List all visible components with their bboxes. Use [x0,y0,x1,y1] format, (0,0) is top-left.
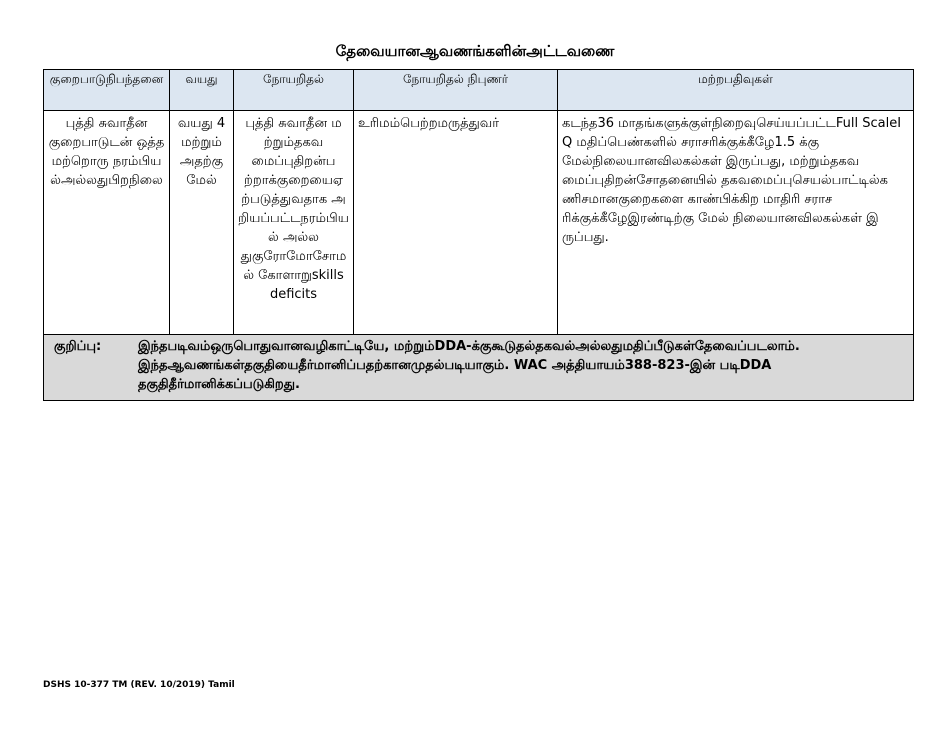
note-label: குறிப்பு: [54,339,102,354]
cell-age: வயது 4 மற்றும் அதற்கு மேல் [170,111,234,335]
note-text: இந்தபடிவம்ஒருபொதுவானவழிகாட்டியே, மற்றும்DDA-க்குகூடுதல்தகவல்அல்லதுமதிப்பீடுகள்தேவைப்படலாம். இந்தஆவணங்கள்தகுதியைதீர்மானிப்பதற்கானமுதல்படியாகும். WAC அத்தியாயம்388-823-இன் படிDDA தகுதிதீர்மானிக்கப்படுகிறது. [138,339,800,392]
note-row [44,335,914,401]
table-header-row [44,70,914,111]
cell-diagnosis: புத்தி சுவாதீன மற்றும்தகவமைப்புதிறன்பற்றாக்குறையைஏற்படுத்துவதாக அறியப்பட்டநரம்பியல் அல்லதுகுரோமோசோமல் கோளாறுskills deficits [234,111,354,335]
cell-condition: புத்தி சுவாதீன குறைபாடுடன் ஒத்தமற்றொரு நரம்பியல்அல்லதுபிறநிலை [44,111,170,335]
header-diagnosis: நோயறிதல் [234,70,354,111]
note-cell [44,335,914,401]
table-row [44,111,914,335]
required-documents-table [43,69,914,401]
document-title: தேவையானஆவணங்களின்அட்டவணை [335,42,615,60]
header-age: வயது [170,70,234,111]
form-footer: DSHS 10-377 TM (REV. 10/2019) Tamil [43,680,235,690]
cell-diagnostician: உரிமம்பெற்றமருத்துவர் [354,111,558,335]
cell-other-records: கடந்த36 மாதங்களுக்குள்நிறைவுசெய்யப்பட்டFull ScaleIQ மதிப்பெண்களில் சராசரிக்குக்கீழே1.5 க்கு மேல்நிலையானவிலகல்கள் இருப்பது, மற்றும்தகவமைப்புதிறன்சோதனையில் தகவமைப்புசெயல்பாட்டில்கணிசமானகுறைகளை காண்பிக்கிற மாதிரி சராசரிக்குக்கீழேஇரண்டிற்கு மேல் நிலையானவிலகல்கள் இருப்பது. [558,111,914,335]
header-condition: குறைபாடுநிபந்தனை [44,70,170,111]
header-other-records: மற்றபதிவுகள் [558,70,914,111]
header-diagnostician: நோயறிதல் நிபுணர் [354,70,558,111]
